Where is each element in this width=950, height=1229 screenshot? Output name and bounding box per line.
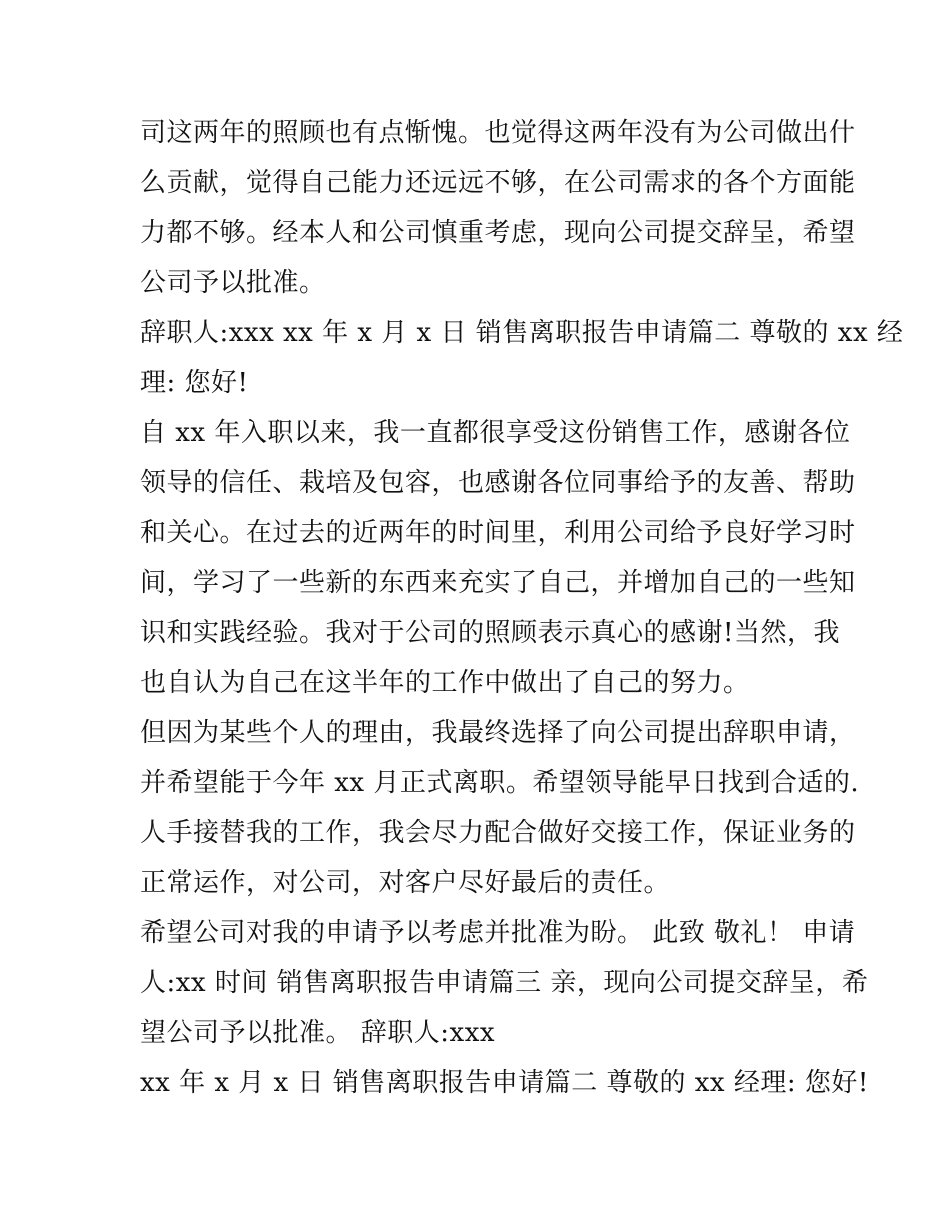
text-line: 和关心。在过去的近两年的时间里，利用公司给予良好学习时 xyxy=(140,518,856,548)
text-line: 力都不够。经本人和公司慎重考虑，现向公司提交辞呈，希望 xyxy=(140,218,856,248)
text-line: 人:xx 时间 销售离职报告申请篇三 亲，现向公司提交辞呈，希 xyxy=(140,968,869,998)
text-line: 并希望能于今年 xx 月正式离职。希望领导能早日找到合适的. xyxy=(140,768,860,798)
document-body xyxy=(140,108,904,1108)
text-line: 正常运作，对公司，对客户尽好最后的责任。 xyxy=(140,868,671,898)
text-line: 人手接替我的工作，我会尽力配合做好交接工作，保证业务的 xyxy=(140,818,856,848)
text-line: 么贡献，觉得自己能力还远远不够，在公司需求的各个方面能 xyxy=(140,168,856,198)
text-line: 理: 您好! xyxy=(140,368,249,398)
text-line: 间，学习了一些新的东西来充实了自己，并增加自己的一些知 xyxy=(140,568,856,598)
text-line: 辞职人:xxx xx 年 x 月 x 日 销售离职报告申请篇二 尊敬的 xx 经 xyxy=(140,318,904,348)
text-line: 司这两年的照顾也有点惭愧。也觉得这两年没有为公司做出什 xyxy=(140,118,856,148)
text-line: xx 年 x 月 x 日 销售离职报告申请篇二 尊敬的 xx 经理: 您好! xyxy=(140,1068,869,1098)
text-line: 望公司予以批准。 辞职人:xxx xyxy=(140,1018,496,1048)
text-line: 领导的信任、栽培及包容，也感谢各位同事给予的友善、帮助 xyxy=(140,468,856,498)
text-line: 识和实践经验。我对于公司的照顾表示真心的感谢!当然，我 xyxy=(140,618,840,648)
text-line: 公司予以批准。 xyxy=(140,268,326,298)
text-line: 希望公司对我的申请予以考虑并批准为盼。 此致 敬礼！ 申请 xyxy=(140,918,856,948)
text-line: 自 xx 年入职以来，我一直都很享受这份销售工作，感谢各位 xyxy=(140,418,851,448)
text-line: 但因为某些个人的理由，我最终选择了向公司提出辞职申请， xyxy=(140,718,856,748)
text-line: 也自认为自己在这半年的工作中做出了自己的努力。 xyxy=(140,668,750,698)
